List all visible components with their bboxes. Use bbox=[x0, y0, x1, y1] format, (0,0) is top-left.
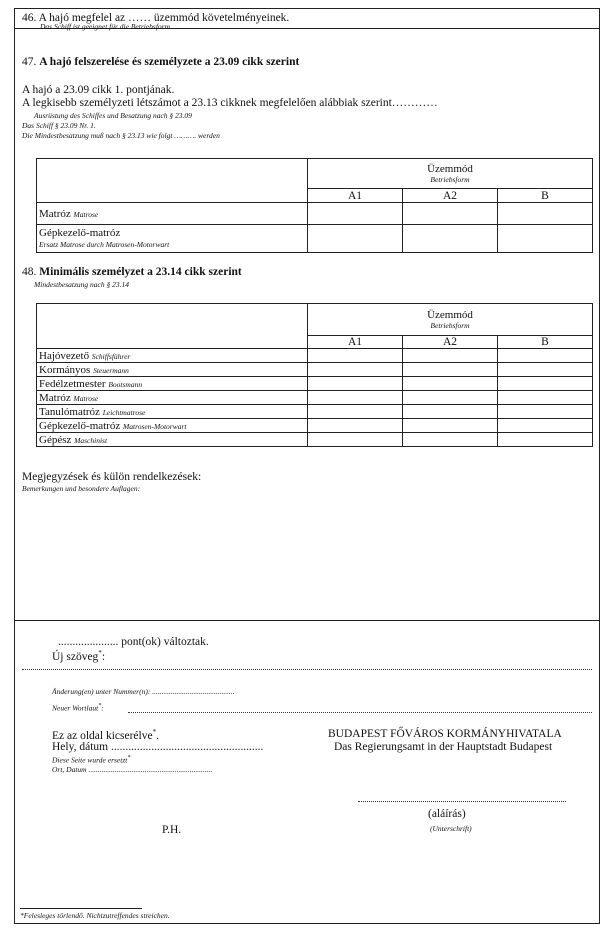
cell[interactable] bbox=[308, 433, 403, 447]
s46-text-de: Das Schiff ist geeignet für die Betriebsform ……. bbox=[40, 22, 188, 31]
seal-mark: P.H. bbox=[162, 824, 182, 836]
table-row: Fedélzetmester Bootsmann bbox=[37, 377, 593, 391]
authority-name: BUDAPEST FŐVÁROS KORMÁNYHIVATALA bbox=[328, 728, 562, 740]
page-replaced: Ez az oldal kicserélve*. bbox=[52, 728, 159, 742]
cell[interactable] bbox=[498, 433, 593, 447]
cell[interactable] bbox=[498, 377, 593, 391]
cell[interactable] bbox=[403, 349, 498, 363]
s48-heading bbox=[22, 266, 242, 278]
mode-header: Üzemmód Betriebsform bbox=[308, 159, 593, 189]
cell[interactable] bbox=[308, 377, 403, 391]
cell[interactable] bbox=[308, 363, 403, 377]
table-row: Gépkezelő-matróz Ersatz Matrose durch Matrosen-Motorwart bbox=[37, 225, 593, 253]
col-a2: A2 bbox=[403, 336, 498, 349]
col-a2: A2 bbox=[403, 189, 498, 203]
changed-points: ..................... pont(ok) változtak. bbox=[58, 636, 209, 648]
cell[interactable] bbox=[498, 363, 593, 377]
col-a1: A1 bbox=[308, 189, 403, 203]
s48-title: Minimális személyzet a 23.14 cikk szerint bbox=[39, 266, 242, 278]
s47-de3: Die Mindestbesatzung muß nach § 23.13 wie folgt ………. werden bbox=[22, 131, 220, 140]
cell[interactable] bbox=[403, 405, 498, 419]
changed-points-de: Änderung(en) unter Nummer(n): ............................................ bbox=[52, 687, 235, 696]
table-row: Matróz Matrose bbox=[37, 203, 593, 225]
page-replaced-de: Diese Seite wurde ersetzt* bbox=[52, 755, 131, 765]
cell[interactable] bbox=[403, 377, 498, 391]
cell[interactable] bbox=[403, 225, 498, 253]
footnote-rule bbox=[20, 908, 142, 909]
place-date: Hely, dátum ..................................................... bbox=[52, 741, 264, 753]
col-b: B bbox=[498, 189, 593, 203]
s47-title: A hajó felszerelése és személyzete a 23.09 cikk szerint bbox=[39, 56, 300, 68]
s48-crew-table bbox=[36, 303, 593, 447]
cell[interactable] bbox=[498, 203, 593, 225]
footnote: *Felesleges törlendő. Nichtzutreffendes streichen. bbox=[20, 911, 170, 920]
cell[interactable] bbox=[308, 225, 403, 253]
cell[interactable] bbox=[308, 391, 403, 405]
cell[interactable] bbox=[403, 203, 498, 225]
cell[interactable] bbox=[498, 419, 593, 433]
cell[interactable] bbox=[403, 363, 498, 377]
table-row: Gépész Maschinist bbox=[37, 433, 593, 447]
cell[interactable] bbox=[403, 433, 498, 447]
cell[interactable] bbox=[403, 419, 498, 433]
col-a1: A1 bbox=[308, 336, 403, 349]
s47-line1: A hajó a 23.09 cikk 1. pontjának. bbox=[22, 84, 175, 96]
table-row: Tanulómatróz Leichtmatrose bbox=[37, 405, 593, 419]
table-row: Kormányos Steuermann bbox=[37, 363, 593, 377]
s47-line2: A legkisebb személyzeti létszámot a 23.13 cikknek megfelelően alábbiak szerint………… bbox=[22, 97, 438, 109]
cell[interactable] bbox=[498, 349, 593, 363]
cell[interactable] bbox=[308, 349, 403, 363]
signature-label: (aláírás) bbox=[428, 808, 466, 820]
new-text-line[interactable] bbox=[22, 669, 592, 670]
remarks-label: Megjegyzések és külön rendelkezések: bbox=[22, 471, 202, 483]
table-row: Matróz Matrose bbox=[37, 391, 593, 405]
new-text-de-label: Neuer Wortlaut*: bbox=[52, 703, 104, 713]
form-frame bbox=[14, 8, 600, 924]
s47-crew-table bbox=[36, 158, 593, 253]
authority-name-de: Das Regierungsamt in der Hauptstadt Budapest bbox=[334, 741, 553, 753]
table-corner bbox=[37, 304, 308, 349]
table-row: Gépkezelő-matróz Matrosen-Motorwart bbox=[37, 419, 593, 433]
s47-number: 47. bbox=[22, 56, 37, 68]
place-date-de: Ort, Datum .................................................................. bbox=[52, 765, 213, 774]
s48-de: Mindestbesatzung nach § 23.14 bbox=[34, 280, 129, 289]
cell[interactable] bbox=[308, 419, 403, 433]
cell[interactable] bbox=[498, 405, 593, 419]
cell[interactable] bbox=[308, 203, 403, 225]
cell[interactable] bbox=[498, 225, 593, 253]
cell[interactable] bbox=[308, 405, 403, 419]
mode-header: Üzemmód Betriebsform bbox=[308, 304, 593, 336]
signature-label-de: (Unterschrift) bbox=[430, 824, 472, 833]
table-corner bbox=[37, 159, 308, 203]
divider-changes bbox=[14, 620, 600, 621]
s47-heading bbox=[22, 56, 299, 68]
table-row: Hajóvezető Schiffsführer bbox=[37, 349, 593, 363]
remarks-label-de: Bemerkungen und besondere Auflagen: bbox=[22, 484, 141, 493]
new-text-label: Új szöveg*: bbox=[52, 649, 106, 663]
s46-text: 46. A hajó megfelel az …… üzemmód követelményeinek. bbox=[22, 12, 290, 24]
new-text-de-line[interactable] bbox=[128, 712, 592, 713]
s48-number: 48. bbox=[22, 266, 37, 278]
signature-line[interactable] bbox=[358, 801, 566, 802]
s47-de1: Ausrüstung des Schiffes und Besatzung nach § 23.09 bbox=[34, 111, 192, 120]
s47-de2: Das Schiff § 23.09 Nr. 1. bbox=[22, 121, 96, 130]
cell[interactable] bbox=[498, 391, 593, 405]
cell[interactable] bbox=[403, 391, 498, 405]
col-b: B bbox=[498, 336, 593, 349]
